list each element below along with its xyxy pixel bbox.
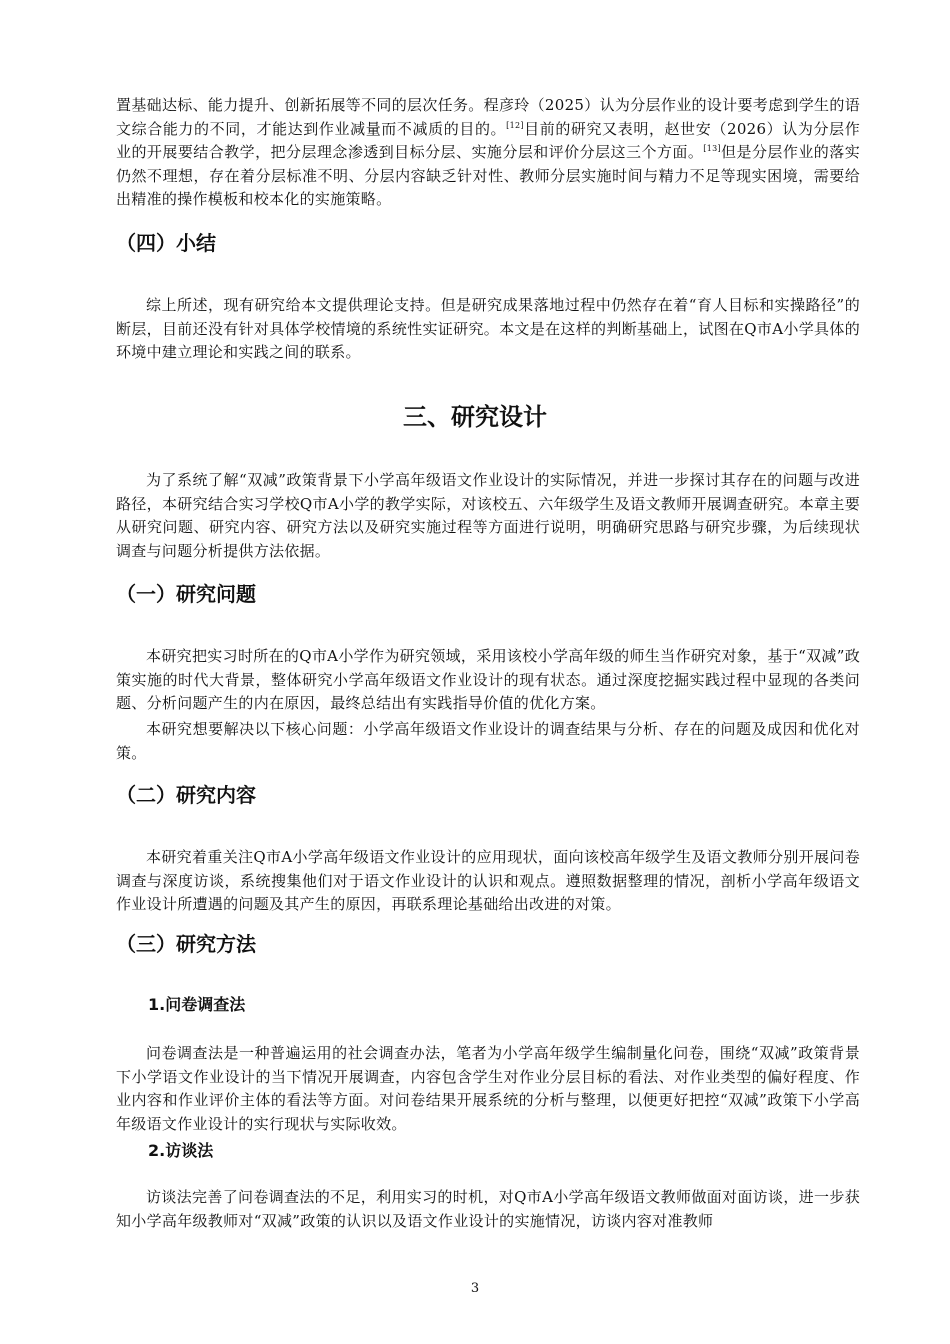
page-number: 3 <box>470 1281 480 1296</box>
subheading-questionnaire: 1.问卷调查法 <box>148 995 246 1014</box>
paragraph-layered-homework <box>116 94 860 212</box>
paragraph-text: 置基础达标、能力提升、创新拓展等不同的层次任务。程彦玲（2025）认为分层作业的设计要考虑到学生的语文综合能力的不同，才能达到作业减量而不减质的目的。 <box>116 96 860 138</box>
section-heading-research-question: （一）研究问题 <box>116 582 256 606</box>
chapter-title: 三、研究设计 <box>403 403 547 431</box>
paragraph-chapter-intro: 为了系统了解“双减”政策背景下小学高年级语文作业设计的实际情况，并进一步探讨其存在的问题与改进路径，本研究结合实习学校Q市A小学的教学实际，对该校五、六年级学生及语文教师开展调查研究。本章主要从研究问题、研究内容、研究方法以及研究实施过程等方面进行说明，明确研究思路与研究步骤，为后续现状调查与问题分析提供方法依据。 <box>116 471 860 560</box>
citation-ref[interactable]: [13] <box>703 144 721 153</box>
section-heading-research-content: （二）研究内容 <box>116 783 256 807</box>
paragraph-research-content: 本研究着重关注Q市A小学高年级语文作业设计的应用现状，面向该校高年级学生及语文教师分别开展问卷调查与深度访谈，系统搜集他们对于语文作业设计的认识和观点。遵照数据整理的情况，剖析小学高年级语文作业设计所遭遇的问题及其产生的原因，再联系理论基础给出改进的对策。 <box>116 848 860 913</box>
subheading-interview: 2.访谈法 <box>148 1141 214 1160</box>
paragraph-text: 目前的研究又表明，赵世安（2026）认为分层作业的开展要结合教学，把分层理念渗透到目标分层、实施分层和评价分层这三个方面。 <box>116 119 860 161</box>
paragraph-research-question: 本研究把实习时所在的Q市A小学作为研究领域，采用该校小学高年级的师生当作研究对象，基于“双减”政策实施的时代大背景，整体研究小学高年级语文作业设计的现有状态。通过深度挖掘实践过程中显现的各类问题、分析问题产生的内在原因，最终总结出有实践指导价值的优化方案。 <box>116 647 860 712</box>
paragraph-text: 但是分层作业的落实仍然不理想，存在着分层标准不明、分层内容缺乏针对性、教师分层实施时间与精力不足等现实困境，需要给出精准的操作模板和校本化的实施策略。 <box>116 143 860 208</box>
paragraph-summary: 综上所述，现有研究给本文提供理论支持。但是研究成果落地过程中仍然存在着“育人目标和实操路径”的断层，目前还没有针对具体学校情境的系统性实证研究。本文是在这样的判断基础上，试图在Q市A小学具体的环境中建立理论和实践之间的联系。 <box>116 296 860 361</box>
paragraph-core-questions: 本研究想要解决以下核心问题：小学高年级语文作业设计的调查结果与分析、存在的问题及成因和优化对策。 <box>116 720 860 762</box>
paragraph-interview: 访谈法完善了问卷调查法的不足，利用实习的时机，对Q市A小学高年级语文教师做面对面访谈，进一步获知小学高年级教师对“双减”政策的认识以及语文作业设计的实施情况，访谈内容对准教师 <box>116 1188 860 1230</box>
citation-ref[interactable]: [12] <box>506 120 524 130</box>
paragraph-questionnaire: 问卷调查法是一种普遍运用的社会调查办法，笔者为小学高年级学生编制量化问卷，围绕“双减”政策背景下小学语文作业设计的当下情况开展调查，内容包含学生对作业分层目标的看法、对作业类型的偏好程度、作业内容和作业评价主体的看法等方面。对问卷结果开展系统的分析与整理，以便更好把控“双减”政策下小学高年级语文作业设计的实行现状与实际收效。 <box>116 1044 860 1133</box>
section-heading-summary: （四）小结 <box>116 231 216 255</box>
section-heading-research-method: （三）研究方法 <box>116 932 256 956</box>
